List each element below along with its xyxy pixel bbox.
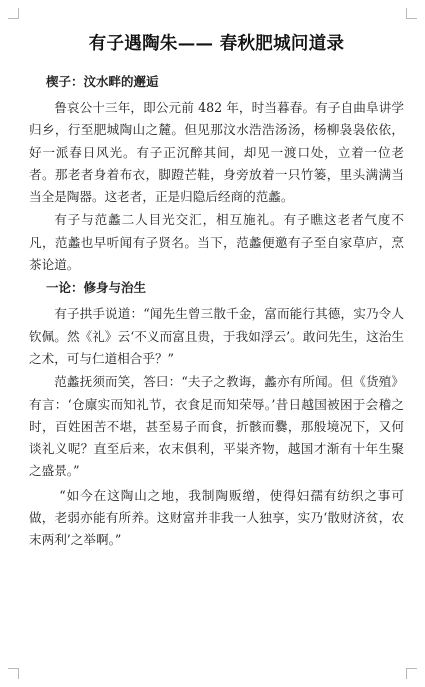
page-corner-mark bbox=[406, 8, 417, 19]
body-paragraph: “如今在这陶山之地，我制陶贩缯，使得妇孺有纺织之事可做，老弱亦能有所养。这财富并非我一人独享，实乃‘散财济贫，农末两利’之举啊。” bbox=[29, 487, 404, 548]
page-corner-mark bbox=[406, 668, 417, 679]
section-heading: 一论：修身与治生 bbox=[46, 280, 147, 296]
document-title: 有子遇陶朱—— 春秋肥城问道录 bbox=[88, 34, 345, 54]
body-paragraph: 范蠡抚须而笑，答曰：“夫子之教诲，蠡亦有所闻。但《货殖》有言：‘仓廪实而知礼节，衣食足而知荣辱。’昔日越国被困于会稽之时，百姓困苦不堪，甚至易子而食，折骸而爨，那般境况下，又何谈礼义呢？直至后来，农末俱利，平粜齐物，越国才渐有十年生聚之盛景。” bbox=[29, 374, 404, 479]
section-heading: 楔子：汶水畔的邂逅 bbox=[46, 74, 159, 89]
body-paragraph: 鲁哀公十三年，即公元前 482 年，时当暮春。有子自曲阜讲学归乡，行至肥城陶山之麓。但见那汶水浩浩汤汤，杨柳袅袅依依，好一派春日风光。有子正沉醉其间，却见一渡口处，立着一位老者。那老者身着布衣，脚蹬芒鞋，身旁放着一只竹篓，里头满满当当全是陶器。这老者，正是归隐后经商的范蠡。 bbox=[29, 100, 404, 205]
document-page bbox=[29, 30, 404, 553]
body-paragraph: 有子拱手说道：“闻先生曾三散千金，富而能行其德，实乃令人钦佩。然《礼》云‘不义而富且贵，于我如浮云’。敢问先生，这治生之术，可与仁道相合乎？” bbox=[29, 306, 404, 366]
page-corner-mark bbox=[8, 668, 19, 679]
body-paragraph: 有子与范蠡二人目光交汇，相互施礼。有子瞧这老者气度不凡，范蠡也早听闻有子贤名。当下，范蠡便邀有子至自家草庐，烹茶论道。 bbox=[29, 212, 404, 273]
page-corner-mark bbox=[8, 8, 19, 19]
